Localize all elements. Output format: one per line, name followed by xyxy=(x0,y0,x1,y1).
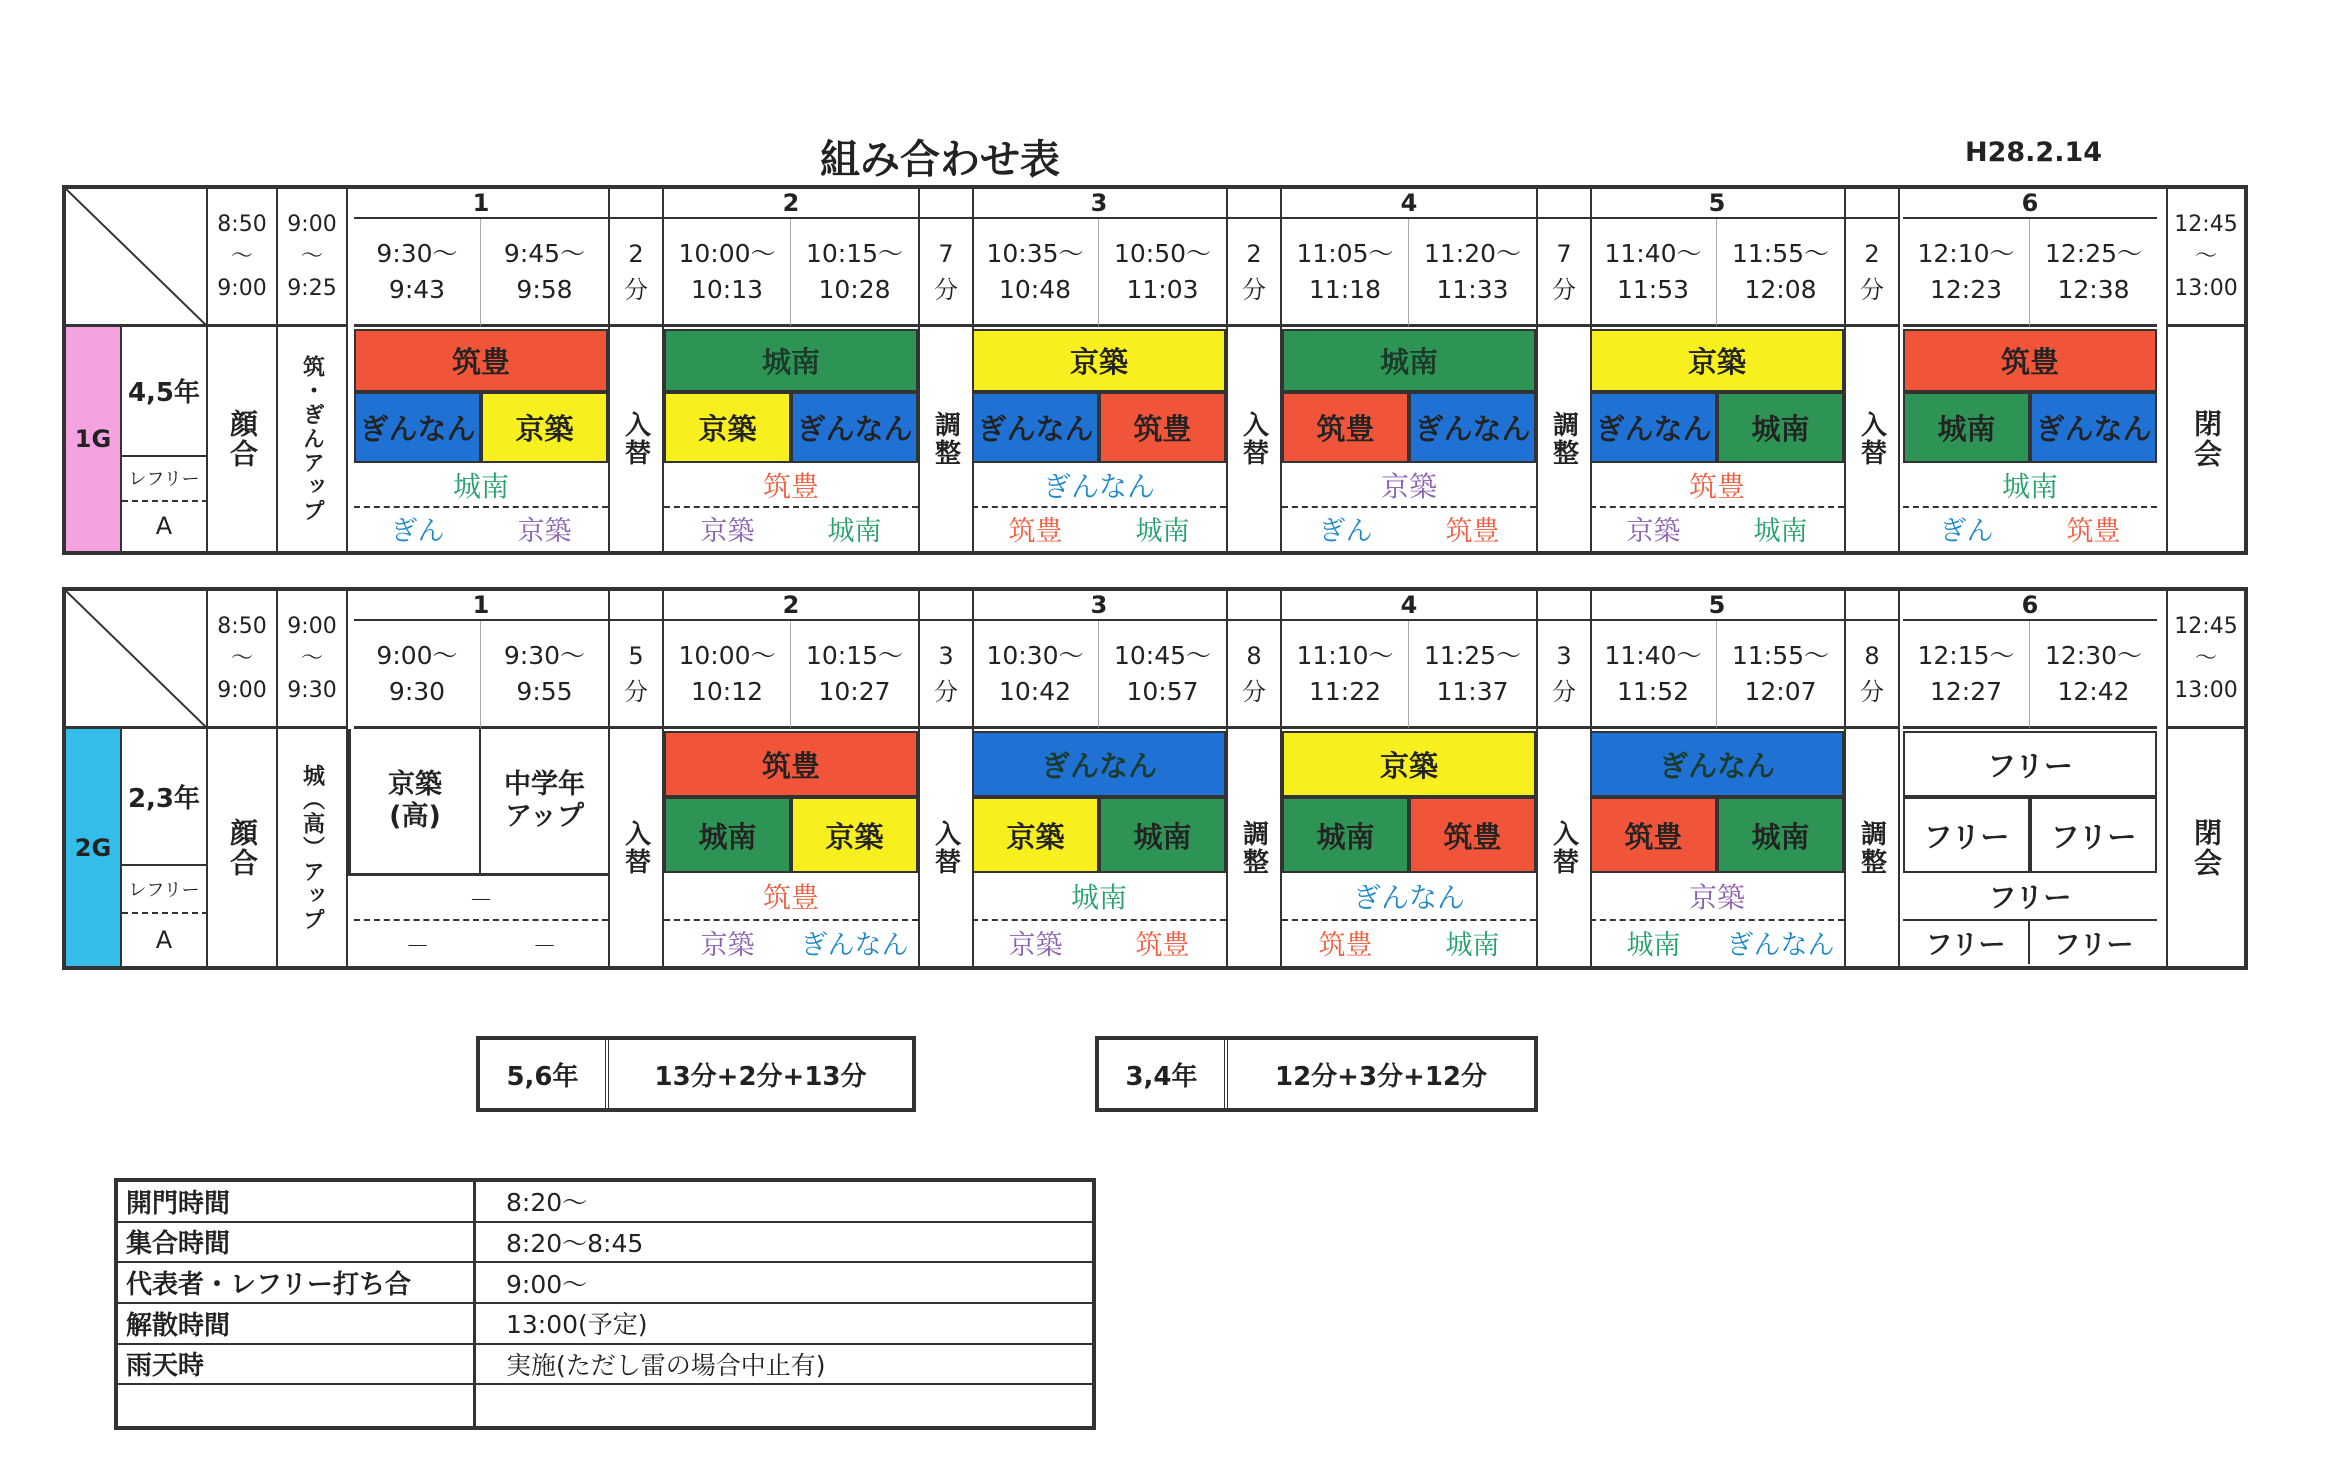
info-value xyxy=(476,1385,1092,1426)
info-value: 9:00～ xyxy=(476,1263,1092,1304)
time-close: 12:45 ～ 13:00 xyxy=(2166,189,2244,327)
group-1-schedule xyxy=(62,185,2248,555)
referee-sub-left: 京築 xyxy=(1626,516,1681,548)
gap-action: 入替 xyxy=(918,729,974,966)
closing-label: 閉会 xyxy=(2166,327,2244,551)
team-left: 京築 xyxy=(972,797,1099,873)
referee-main: 筑豊 xyxy=(664,463,918,508)
gap-minutes: 3 分 xyxy=(918,621,974,729)
gap-header xyxy=(1226,189,1282,219)
referee-sub-left: 城南 xyxy=(1626,929,1681,961)
referee-main: フリー xyxy=(1903,873,2157,920)
gap-action: 調整 xyxy=(1844,729,1900,966)
match-time-2: 10:15～ 10:28 xyxy=(791,219,918,327)
referee-sub-left: フリー xyxy=(1903,921,2030,964)
referee-sub-left: ぎん xyxy=(1318,516,1373,548)
referee-sub-right: ぎんなん xyxy=(800,929,909,961)
info-label: 代表者・レフリー打ち合 xyxy=(118,1263,476,1304)
match-time-1: 10:00～ 10:12 xyxy=(664,621,791,729)
team-top: 筑豊 xyxy=(664,731,918,797)
team-top: 京築 xyxy=(1590,329,1844,392)
referee-main: － xyxy=(354,876,608,921)
referee-sub-left: ぎん xyxy=(390,516,445,548)
team-right: 城南 xyxy=(1717,392,1844,464)
referee-sub-left: 京築 xyxy=(700,516,755,548)
referee-sub-left: 筑豊 xyxy=(1008,516,1063,548)
team-right: 京築 xyxy=(791,797,918,873)
round-number: 3 xyxy=(972,591,1226,621)
match-time-2: 12:30～ 12:42 xyxy=(2030,621,2157,729)
court-label: A xyxy=(122,914,208,966)
team-right: 城南 xyxy=(1099,797,1226,873)
gap-action: 調整 xyxy=(918,327,974,551)
team-right: 京築 xyxy=(481,392,608,464)
referee-sub-right: 城南 xyxy=(1445,929,1500,961)
referee-sub-right: 筑豊 xyxy=(1445,516,1500,548)
team-right: ぎんなん xyxy=(1409,392,1536,464)
time-up: 9:00 ～ 9:30 xyxy=(278,591,348,729)
kaogo-label: 顔合 xyxy=(208,327,278,551)
warmup-grade: 中学年 アップ xyxy=(481,729,608,876)
gap-minutes: 8 分 xyxy=(1844,621,1900,729)
gap-action: 入替 xyxy=(608,729,664,966)
team-right: ぎんなん xyxy=(791,392,918,464)
referee-sub-right: 筑豊 xyxy=(2066,516,2121,548)
match-time-2: 9:45～ 9:58 xyxy=(481,219,608,327)
gap-header xyxy=(1844,189,1900,219)
team-left: ぎんなん xyxy=(354,392,481,464)
round-number: 5 xyxy=(1590,591,1844,621)
gap-action: 調整 xyxy=(1226,729,1282,966)
gap-header xyxy=(918,591,974,621)
match-time-1: 9:00～ 9:30 xyxy=(354,621,481,729)
match-time-1: 12:15～ 12:27 xyxy=(1903,621,2030,729)
team-top: フリー xyxy=(1903,731,2157,797)
referee-sub-right: 城南 xyxy=(827,516,882,548)
match-time-1: 12:10～ 12:23 xyxy=(1903,219,2030,327)
gap-minutes: 3 分 xyxy=(1536,621,1592,729)
referee-label: レフリー xyxy=(122,457,208,502)
match-time-2: 11:25～ 11:37 xyxy=(1409,621,1536,729)
referee-main: 城南 xyxy=(972,873,1226,920)
gap-header xyxy=(608,189,664,219)
referee-main: ぎんなん xyxy=(1282,873,1536,920)
team-left: 城南 xyxy=(1903,392,2030,464)
match-time-2: 10:45～ 10:57 xyxy=(1099,621,1226,729)
gap-minutes: 2 分 xyxy=(608,219,664,327)
team-left: 城南 xyxy=(1282,797,1409,873)
group-label: 2G xyxy=(66,729,122,966)
referee-main: 城南 xyxy=(1903,463,2157,508)
gap-header xyxy=(1536,189,1592,219)
gap-header xyxy=(1226,591,1282,621)
match-time-1: 11:40～ 11:52 xyxy=(1590,621,1717,729)
referee-sub-right: ぎんなん xyxy=(1726,929,1835,961)
diagonal-line xyxy=(66,189,208,327)
gap-minutes: 7 分 xyxy=(918,219,974,327)
page-title: 組み合わせ表 xyxy=(820,137,1060,183)
round-number: 4 xyxy=(1282,189,1536,219)
referee-sub-left: 京築 xyxy=(1008,929,1063,961)
info-value: 8:20～8:45 xyxy=(476,1223,1092,1264)
warmup-label: 城（高）アップ xyxy=(278,729,348,966)
time-up: 9:00 ～ 9:25 xyxy=(278,189,348,327)
referee-sub-right: 筑豊 xyxy=(1135,929,1190,961)
team-left: フリー xyxy=(1903,797,2030,873)
team-right: フリー xyxy=(2030,797,2157,873)
referee-main: 京築 xyxy=(1590,873,1844,920)
match-time-1: 10:30～ 10:42 xyxy=(972,621,1099,729)
team-left: 筑豊 xyxy=(1590,797,1717,873)
round-number: 3 xyxy=(972,189,1226,219)
time-open: 8:50 ～ 9:00 xyxy=(208,189,278,327)
referee-sub-left: 京築 xyxy=(700,929,755,961)
info-label: 集合時間 xyxy=(118,1223,476,1264)
match-time-1: 11:05～ 11:18 xyxy=(1282,219,1409,327)
round-number: 2 xyxy=(664,591,918,621)
gap-minutes: 5 分 xyxy=(608,621,664,729)
match-time-1: 11:10～ 11:22 xyxy=(1282,621,1409,729)
match-time-2: 11:20～ 11:33 xyxy=(1409,219,1536,327)
referee-sub-right: － xyxy=(532,931,557,960)
team-top: ぎんなん xyxy=(972,731,1226,797)
match-time-1: 11:40～ 11:53 xyxy=(1590,219,1717,327)
team-left: ぎんなん xyxy=(972,392,1099,464)
diagonal-line xyxy=(66,591,208,729)
round-number: 5 xyxy=(1590,189,1844,219)
team-top: 京築 xyxy=(1282,731,1536,797)
team-right: 城南 xyxy=(1717,797,1844,873)
date-label: H28.2.14 xyxy=(1965,137,2103,168)
info-label: 開門時間 xyxy=(118,1182,476,1223)
team-left: ぎんなん xyxy=(1590,392,1717,464)
referee-main: 京築 xyxy=(1282,463,1536,508)
referee-sub-left: ぎん xyxy=(1939,516,1994,548)
team-right: 筑豊 xyxy=(1099,392,1226,464)
round-number: 6 xyxy=(1903,591,2157,621)
time-open: 8:50 ～ 9:00 xyxy=(208,591,278,729)
match-time-2: 10:15～ 10:27 xyxy=(791,621,918,729)
format-grade: 3,4年 xyxy=(1099,1040,1228,1108)
gap-minutes: 2 分 xyxy=(1844,219,1900,327)
match-time-1: 10:35～ 10:48 xyxy=(972,219,1099,327)
corner-cell xyxy=(66,591,208,729)
kaogo-label: 顔合 xyxy=(208,729,278,966)
referee-main: 筑豊 xyxy=(664,873,918,920)
time-close: 12:45 ～ 13:00 xyxy=(2166,591,2244,729)
referee-main: 城南 xyxy=(354,463,608,508)
gap-header xyxy=(918,189,974,219)
team-top: 城南 xyxy=(664,329,918,392)
team-left: 城南 xyxy=(664,797,791,873)
round-number: 1 xyxy=(354,189,608,219)
referee-main: ぎんなん xyxy=(972,463,1226,508)
match-time-2: 11:55～ 12:07 xyxy=(1717,621,1844,729)
info-label xyxy=(118,1385,476,1426)
team-left: 京築 xyxy=(664,392,791,464)
round-number: 1 xyxy=(354,591,608,621)
info-value: 実施(ただし雷の場合中止有) xyxy=(476,1345,1092,1386)
format-value: 12分+3分+12分 xyxy=(1274,1061,1488,1092)
gap-action: 入替 xyxy=(1844,327,1900,551)
round-number: 4 xyxy=(1282,591,1536,621)
referee-label: レフリー xyxy=(122,866,208,913)
match-time-1: 10:00～ 10:13 xyxy=(664,219,791,327)
warmup-label: 筑・ぎんアップ xyxy=(278,327,348,551)
round-number: 2 xyxy=(664,189,918,219)
match-time-2: 12:25～ 12:38 xyxy=(2030,219,2157,327)
gap-action: 入替 xyxy=(1226,327,1282,551)
gap-action: 入替 xyxy=(608,327,664,551)
info-label: 解散時間 xyxy=(118,1304,476,1345)
match-time-1: 9:30～ 9:43 xyxy=(354,219,481,327)
referee-sub-left: － xyxy=(405,931,430,960)
referee-main: 筑豊 xyxy=(1590,463,1844,508)
gap-header xyxy=(1844,591,1900,621)
team-right: 筑豊 xyxy=(1409,797,1536,873)
gap-header xyxy=(608,591,664,621)
team-right: ぎんなん xyxy=(2030,392,2157,464)
info-value: 13:00(予定) xyxy=(476,1304,1092,1345)
team-top: 筑豊 xyxy=(1903,329,2157,392)
grade-label: 4,5年 xyxy=(122,327,208,457)
referee-sub-right: 城南 xyxy=(1135,516,1190,548)
warmup-team: 京築 (高) xyxy=(348,729,481,876)
match-time-2: 10:50～ 11:03 xyxy=(1099,219,1226,327)
format-value: 13分+2分+13分 xyxy=(654,1061,867,1092)
team-top: 筑豊 xyxy=(354,329,608,392)
gap-action: 入替 xyxy=(1536,729,1592,966)
team-top: 京築 xyxy=(972,329,1226,392)
grade-label: 2,3年 xyxy=(122,729,208,866)
match-time-2: 9:30～ 9:55 xyxy=(481,621,608,729)
match-time-2: 11:55～ 12:08 xyxy=(1717,219,1844,327)
round-number: 6 xyxy=(1903,189,2157,219)
info-value: 8:20～ xyxy=(476,1182,1092,1223)
gap-minutes: 2 分 xyxy=(1226,219,1282,327)
info-table xyxy=(114,1178,1096,1430)
corner-cell xyxy=(66,189,208,327)
court-label: A xyxy=(122,502,208,551)
team-top: ぎんなん xyxy=(1590,731,1844,797)
closing-label: 閉会 xyxy=(2166,729,2244,966)
referee-sub-right: 城南 xyxy=(1753,516,1808,548)
referee-sub-right: 京築 xyxy=(517,516,572,548)
gap-minutes: 7 分 xyxy=(1536,219,1592,327)
group-2-schedule xyxy=(62,587,2248,970)
format-box-34 xyxy=(1095,1036,1538,1112)
gap-header xyxy=(1536,591,1592,621)
team-top: 城南 xyxy=(1282,329,1536,392)
referee-sub-right: フリー xyxy=(2053,929,2134,961)
format-grade: 5,6年 xyxy=(480,1040,609,1108)
gap-action: 調整 xyxy=(1536,327,1592,551)
info-label: 雨天時 xyxy=(118,1345,476,1386)
referee-sub-left: 筑豊 xyxy=(1318,929,1373,961)
team-left: 筑豊 xyxy=(1282,392,1409,464)
format-box-56 xyxy=(476,1036,916,1112)
group-label: 1G xyxy=(66,327,122,551)
gap-minutes: 8 分 xyxy=(1226,621,1282,729)
